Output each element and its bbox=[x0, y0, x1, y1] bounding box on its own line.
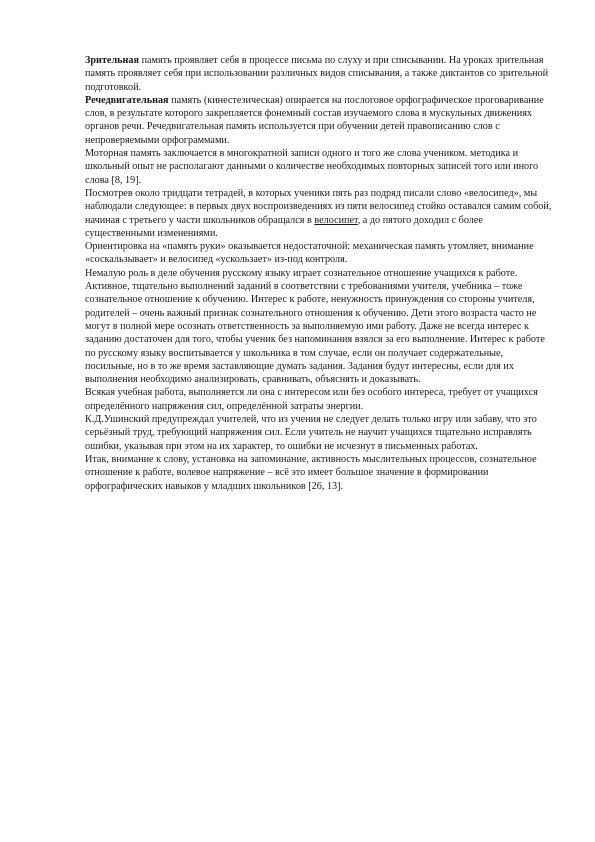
body-text bbox=[85, 54, 555, 493]
paragraph-visual-memory bbox=[85, 54, 555, 94]
paragraph-text: Ориентировка на «память руки» оказывается недостаточной: механическая память утомляет, внимание «соскальзывает» и велосипед «ускользает» из-под контроля. bbox=[85, 241, 534, 266]
paragraph-text: К.Д.Ушинский предупреждал учителей, что из учения не следует делать только игру или забаву, что это серьёзный труд, требующий напряжения сил. Если учитель не научит учащихся тщательно исправлять ошибки, указывая при этом на их характер, то ошибки не исчезнут в письменных работах. bbox=[85, 414, 537, 452]
paragraph-motor-memory bbox=[85, 147, 555, 187]
paragraph-ushinsky bbox=[85, 413, 555, 453]
paragraph-text: Моторная память заключается в многократной записи одного и того же слова учеником. методика и школьный опыт не располагают данными о количестве необходимых повторных записей того или иного слова [8, 19]. bbox=[85, 148, 539, 186]
paragraph-conclusion bbox=[85, 453, 555, 493]
paragraph-text: Немалую роль в деле обучения русскому языку играет сознательное отношение учащихся к работе. Активное, тщательно выполнений заданий в соответствии с требованиями учителя, учебника – тоже сознательное отношение к обучению. Интерес к работе, ненужность принуждения со стороны учителя, родителей – очень важный признак сознательного отношения к обучению. Дети этого возраста часто не могут в полной мере осознать ответственность за выполняемую ими работу. Даже не всегда интерес к заданию достаточен для того, чтобы ученик без напоминания взялся за его выполнение. Интерес к работе по русскому языку воспитывается у школьника в том случае, если он получает содержательные, посильные, но в то же время заставляющие думать задания. Задания будут интересны, если для их выполнения необходимо анализировать, сравнивать, объяснять и доказывать. bbox=[85, 267, 545, 386]
underlined-word: велосипет bbox=[314, 214, 358, 226]
paragraph-text: Всякая учебная работа, выполняется ли она с интересом или без особого интереса, требует от учащихся определённого напряжения сил, определённой затраты энергии. bbox=[85, 387, 538, 412]
term-visual: Зрительная bbox=[85, 55, 140, 66]
paragraph-text: память проявляет себя в процессе письма по слуху и при списывании. На уроках зрительная память проявляет себя при использовании различных видов списывания, а также диктантов со зрительной подготовкой. bbox=[85, 55, 549, 93]
paragraph-text: , а до пятого доходил с более существенными изменениями. bbox=[85, 214, 483, 239]
paragraph-effort bbox=[85, 386, 555, 413]
paragraph-notebooks bbox=[85, 187, 555, 240]
paragraph-speech-motor-memory bbox=[85, 94, 555, 147]
paragraph-text: Итак, внимание к слову, установка на запоминание, активность мыслительных процессов, сознательное отношение к работе, волевое напряжение – всё это имеет большое значение в формировании орфографических навыков у младших школьников [26, 13]. bbox=[85, 453, 537, 492]
term-speech-motor: Речедвигательная bbox=[85, 94, 169, 106]
paragraph-text: Посмотрев около тридцати тетрадей, в которых ученики пять раз подряд писали слово «велосипед», мы наблюдали следующее: в первых двух воспроизведениях из пяти велосипед стойко оставался самим собой, начиная с третьего у части школьников обращался в bbox=[85, 187, 552, 226]
paragraph-text: память (кинестезическая) опирается на послоговое орфографическое проговаривание слов, в результате которого закрепляется фонемный состав изучаемого слова в мускульных движениях органов речи. Речедвигательная память используется при обучении детей правописанию слов с непроверяемыми орфограммами. bbox=[85, 94, 544, 146]
paragraph-conscious-attitude bbox=[85, 267, 555, 387]
paragraph-hand-memory bbox=[85, 240, 555, 267]
